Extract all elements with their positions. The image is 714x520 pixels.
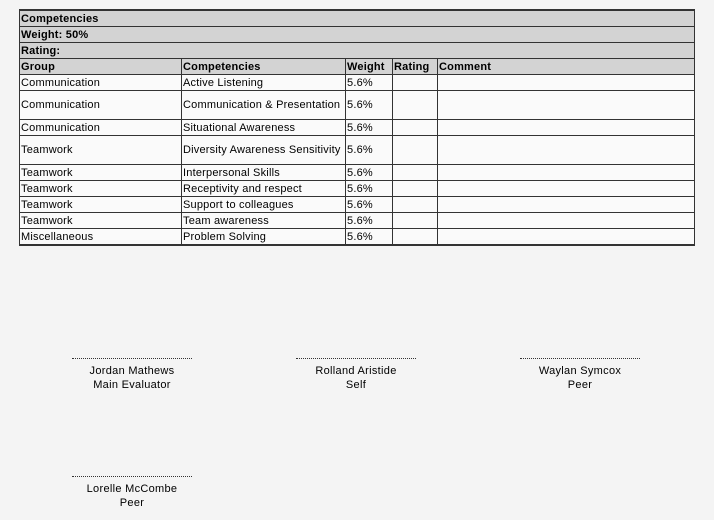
row-competency: Active Listening — [182, 75, 346, 91]
row-weight: 5.6% — [346, 165, 393, 181]
row-competency: Diversity Awareness Sensitivity — [182, 136, 346, 165]
table-row — [20, 75, 695, 91]
signature-block — [52, 358, 212, 392]
row-comment[interactable] — [438, 229, 695, 246]
section-rating: Rating: — [20, 43, 695, 59]
row-competency: Receptivity and respect — [182, 181, 346, 197]
section-title: Competencies — [20, 10, 695, 27]
header-competencies: Competencies — [182, 59, 346, 75]
row-group: Communication — [20, 120, 182, 136]
row-group: Miscellaneous — [20, 229, 182, 246]
row-comment[interactable] — [438, 181, 695, 197]
signature-block — [500, 358, 660, 392]
table-row — [20, 181, 695, 197]
row-weight: 5.6% — [346, 136, 393, 165]
table-row — [20, 91, 695, 120]
signer-role: Main Evaluator — [93, 379, 171, 391]
row-rating[interactable] — [393, 75, 438, 91]
table-row — [20, 197, 695, 213]
row-comment[interactable] — [438, 75, 695, 91]
row-group: Teamwork — [20, 197, 182, 213]
header-rating: Rating — [393, 59, 438, 75]
row-comment[interactable] — [438, 165, 695, 181]
row-comment[interactable] — [438, 213, 695, 229]
signer-role: Self — [345, 379, 367, 391]
row-weight: 5.6% — [346, 75, 393, 91]
row-rating[interactable] — [393, 136, 438, 165]
signer-name: Lorelle McCombe — [86, 483, 178, 495]
signer-name: Jordan Mathews — [89, 365, 175, 377]
header-weight: Weight — [346, 59, 393, 75]
signer-name: Rolland Aristide — [315, 365, 397, 377]
row-weight: 5.6% — [346, 229, 393, 246]
signer-name: Waylan Symcox — [538, 365, 622, 377]
competencies-table — [19, 9, 695, 246]
row-comment[interactable] — [438, 197, 695, 213]
row-competency: Problem Solving — [182, 229, 346, 246]
row-competency: Team awareness — [182, 213, 346, 229]
signature-block — [276, 358, 436, 392]
row-rating[interactable] — [393, 229, 438, 246]
row-comment[interactable] — [438, 120, 695, 136]
signature-block — [52, 476, 212, 510]
row-group: Communication — [20, 91, 182, 120]
row-weight: 5.6% — [346, 91, 393, 120]
competencies-sheet — [19, 9, 694, 246]
row-rating[interactable] — [393, 197, 438, 213]
row-weight: 5.6% — [346, 197, 393, 213]
section-weight: Weight: 50% — [20, 27, 695, 43]
row-group: Teamwork — [20, 181, 182, 197]
row-competency: Support to colleagues — [182, 197, 346, 213]
row-group: Communication — [20, 75, 182, 91]
row-comment[interactable] — [438, 136, 695, 165]
signature-line[interactable] — [72, 476, 192, 479]
row-group: Teamwork — [20, 136, 182, 165]
row-rating[interactable] — [393, 181, 438, 197]
signature-line[interactable] — [72, 358, 192, 361]
row-group: Teamwork — [20, 213, 182, 229]
signature-line[interactable] — [296, 358, 416, 361]
row-weight: 5.6% — [346, 213, 393, 229]
table-row — [20, 213, 695, 229]
row-rating[interactable] — [393, 120, 438, 136]
table-header-row — [20, 59, 695, 75]
row-comment[interactable] — [438, 91, 695, 120]
row-group: Teamwork — [20, 165, 182, 181]
row-rating[interactable] — [393, 165, 438, 181]
row-competency: Interpersonal Skills — [182, 165, 346, 181]
table-row — [20, 136, 695, 165]
row-competency: Situational Awareness — [182, 120, 346, 136]
row-rating[interactable] — [393, 213, 438, 229]
signature-line[interactable] — [520, 358, 640, 361]
header-comment: Comment — [438, 59, 695, 75]
header-group: Group — [20, 59, 182, 75]
row-competency: Communication & Presentation — [182, 91, 346, 120]
row-weight: 5.6% — [346, 120, 393, 136]
table-row — [20, 165, 695, 181]
row-rating[interactable] — [393, 91, 438, 120]
table-row — [20, 120, 695, 136]
row-weight: 5.6% — [346, 181, 393, 197]
signer-role: Peer — [567, 379, 593, 391]
table-row — [20, 229, 695, 246]
signer-role: Peer — [119, 497, 145, 509]
